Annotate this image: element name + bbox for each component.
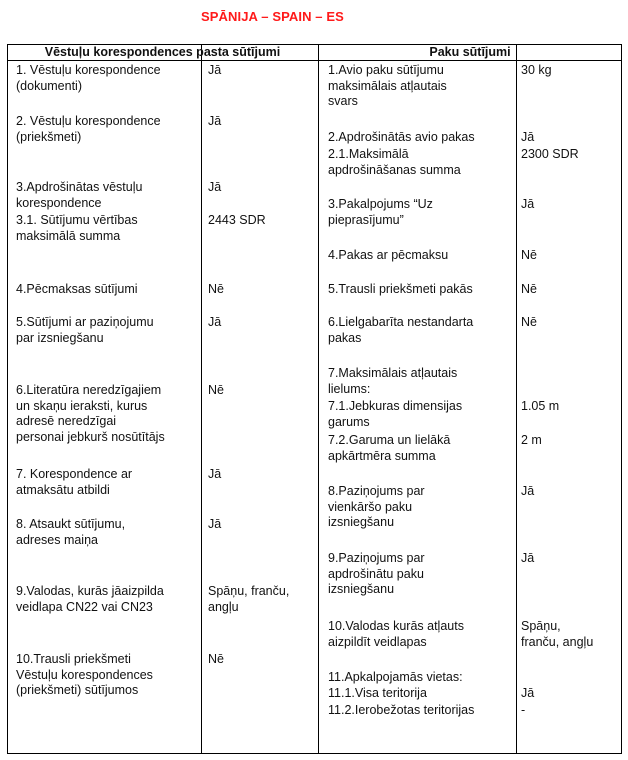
left-item-value — [208, 114, 221, 130]
label-line: Vēstuļu korespondences — [16, 667, 153, 682]
right-item-value — [521, 433, 542, 449]
left-section-header: Vēstuļu korespondences pasta sūtījumi — [44, 45, 281, 59]
label-line: 11.Apkalpojamās vietas: — [328, 670, 463, 684]
left-item-value — [208, 63, 221, 79]
label-line: apkārtmēra summa — [328, 448, 436, 463]
right-item-value — [521, 315, 537, 331]
label-line: 2. Vēstuļu korespondence — [16, 114, 161, 128]
label-line: 8.Paziņojums par — [328, 484, 425, 498]
label-line: garums — [328, 414, 370, 429]
value-line: Jā — [208, 180, 222, 194]
left-item-value — [208, 213, 266, 229]
left-item-label — [16, 63, 161, 94]
value-line: Nē — [521, 315, 537, 329]
label-line: (priekšmeti) — [16, 129, 82, 144]
right-item-value — [521, 686, 534, 702]
label-line: 7.1.Jebkuras dimensijas — [328, 399, 463, 413]
label-line: (dokumenti) — [16, 78, 82, 93]
right-item-value — [521, 63, 552, 79]
value-line: 30 kg — [521, 63, 552, 77]
label-line: aizpildīt veidlapas — [328, 634, 427, 649]
label-line: adreses maiņa — [16, 532, 98, 547]
value-line: Nē — [208, 383, 224, 397]
value-line: Nē — [208, 652, 224, 666]
left-item-value — [208, 584, 289, 615]
value-line: Jā — [208, 315, 222, 329]
label-line: personai jebkurš nosūtītājs — [16, 429, 165, 444]
left-item-label — [16, 467, 132, 498]
label-line: maksimālais atļautais — [328, 78, 447, 93]
label-line: 6.Lielgabarīta nestandarta — [328, 315, 474, 329]
label-line: korespondence — [16, 195, 102, 210]
label-line: 9.Paziņojums par — [328, 551, 425, 565]
value-line: Nē — [521, 282, 537, 296]
right-item-label — [328, 670, 463, 686]
page-title: SPĀNIJA – SPAIN – ES — [201, 9, 344, 24]
right-item-value — [521, 130, 534, 146]
right-item-value — [521, 399, 559, 415]
left-item-value — [208, 383, 224, 399]
value-line: Jā — [521, 551, 535, 565]
right-item-label — [328, 484, 425, 531]
label-line: 4.Pakas ar pēcmaksu — [328, 248, 449, 262]
value-line: Jā — [208, 114, 222, 128]
label-line: 7.2.Garuma un lielākā — [328, 433, 451, 447]
right-item-label — [328, 686, 427, 702]
value-line: Jā — [521, 686, 535, 700]
left-item-value — [208, 315, 221, 331]
value-line: franču, angļu — [521, 634, 594, 649]
label-line: 1. Vēstuļu korespondence — [16, 63, 161, 77]
value-line: Jā — [208, 467, 222, 481]
left-item-value — [208, 652, 224, 668]
left-item-value — [208, 517, 221, 533]
left-item-label — [16, 315, 154, 346]
right-item-label — [328, 130, 475, 146]
label-line: 9.Valodas, kurās jāaizpilda — [16, 584, 164, 598]
value-line: Nē — [521, 248, 537, 262]
right-item-value — [521, 248, 537, 264]
label-line: un skaņu ieraksti, kurus — [16, 398, 148, 413]
label-line: izsniegšanu — [328, 582, 395, 596]
left-item-value — [208, 180, 221, 196]
value-line: 2300 SDR — [521, 147, 579, 161]
right-item-value — [521, 619, 593, 650]
right-item-label — [328, 248, 448, 264]
right-item-value — [521, 703, 525, 719]
label-line: pieprasījumu” — [328, 212, 404, 227]
label-line: adresē neredzīgai — [16, 414, 117, 428]
value-line: 2 m — [521, 433, 542, 447]
label-line: 3.1. Sūtījumu vērtības — [16, 213, 138, 227]
right-item-label — [328, 63, 447, 110]
right-item-label — [328, 282, 473, 298]
label-line: 8. Atsaukt sūtījumu, — [16, 517, 126, 531]
label-line: par izsniegšanu — [16, 330, 104, 345]
value-line: Spāņu, — [521, 619, 561, 633]
right-item-value — [521, 282, 537, 298]
label-line: apdrošinātu paku — [328, 566, 424, 581]
right-item-label — [328, 619, 464, 650]
value-line: Nē — [208, 282, 224, 296]
label-line: 2.Apdrošinātās avio pakas — [328, 130, 475, 144]
label-line: 3.Pakalpojums “Uz — [328, 197, 433, 211]
column-divider-left — [201, 44, 202, 754]
value-line: Jā — [521, 130, 535, 144]
value-line: Jā — [208, 63, 222, 77]
label-line: 1.Avio paku sūtījumu — [328, 63, 444, 77]
header-divider — [7, 60, 622, 61]
right-item-value — [521, 551, 534, 567]
label-line: izsniegšanu — [328, 515, 395, 529]
label-line: 5.Sūtījumi ar paziņojumu — [16, 315, 154, 329]
left-item-label — [16, 213, 138, 244]
left-item-value — [208, 282, 224, 298]
right-item-label — [328, 399, 462, 430]
value-line: Jā — [208, 517, 222, 531]
value-line: - — [521, 703, 526, 717]
right-section-header: Paku sūtījumi — [429, 45, 511, 59]
label-line: 10.Valodas kurās atļauts — [328, 619, 464, 633]
right-item-label — [328, 197, 433, 228]
left-item-label — [16, 114, 161, 145]
left-item-value — [208, 467, 221, 483]
value-line: Jā — [521, 197, 535, 211]
right-item-label — [328, 433, 450, 464]
label-line: 10.Trausli priekšmeti — [16, 652, 131, 666]
left-item-label — [16, 180, 142, 211]
left-item-label — [16, 383, 165, 445]
column-divider-right — [516, 44, 517, 754]
label-line: (priekšmeti) sūtījumos — [16, 683, 139, 697]
right-item-label — [328, 315, 473, 346]
label-line: 3.Apdrošinātas vēstuļu — [16, 180, 143, 194]
label-line: pakas — [328, 330, 362, 345]
right-item-value — [521, 197, 534, 213]
value-line: 2443 SDR — [208, 213, 266, 227]
label-line: 4.Pēcmaksas sūtījumi — [16, 282, 138, 296]
label-line: svars — [328, 94, 358, 108]
value-line: Spāņu, franču, — [208, 584, 290, 598]
label-line: 7.Maksimālais atļautais — [328, 366, 458, 380]
label-line: vienkāršo paku — [328, 499, 413, 514]
label-line: maksimālā summa — [16, 228, 121, 243]
right-item-value — [521, 147, 579, 163]
label-line: lielums: — [328, 381, 371, 396]
right-item-label — [328, 703, 474, 719]
label-line: 11.1.Visa teritorija — [328, 686, 427, 700]
right-item-label — [328, 551, 425, 598]
label-line: apdrošināšanas summa — [328, 162, 461, 177]
right-item-label — [328, 366, 457, 397]
right-item-label — [328, 147, 461, 178]
left-item-label — [16, 584, 164, 615]
label-line: 5.Trausli priekšmeti pakās — [328, 282, 473, 296]
value-line: Jā — [521, 484, 535, 498]
label-line: 6.Literatūra neredzīgajiem — [16, 383, 162, 397]
label-line: atmaksātu atbildi — [16, 482, 110, 497]
value-line: angļu — [208, 599, 239, 614]
right-item-value — [521, 484, 534, 500]
column-divider-middle — [318, 44, 319, 754]
value-line: 1.05 m — [521, 399, 560, 413]
left-item-label — [16, 652, 153, 699]
label-line: 7. Korespondence ar — [16, 467, 133, 481]
label-line: veidlapa CN22 vai CN23 — [16, 599, 153, 614]
left-item-label — [16, 282, 138, 298]
label-line: 2.1.Maksimālā — [328, 147, 409, 161]
label-line: 11.2.Ierobežotas teritorijas — [328, 703, 475, 717]
left-item-label — [16, 517, 125, 548]
